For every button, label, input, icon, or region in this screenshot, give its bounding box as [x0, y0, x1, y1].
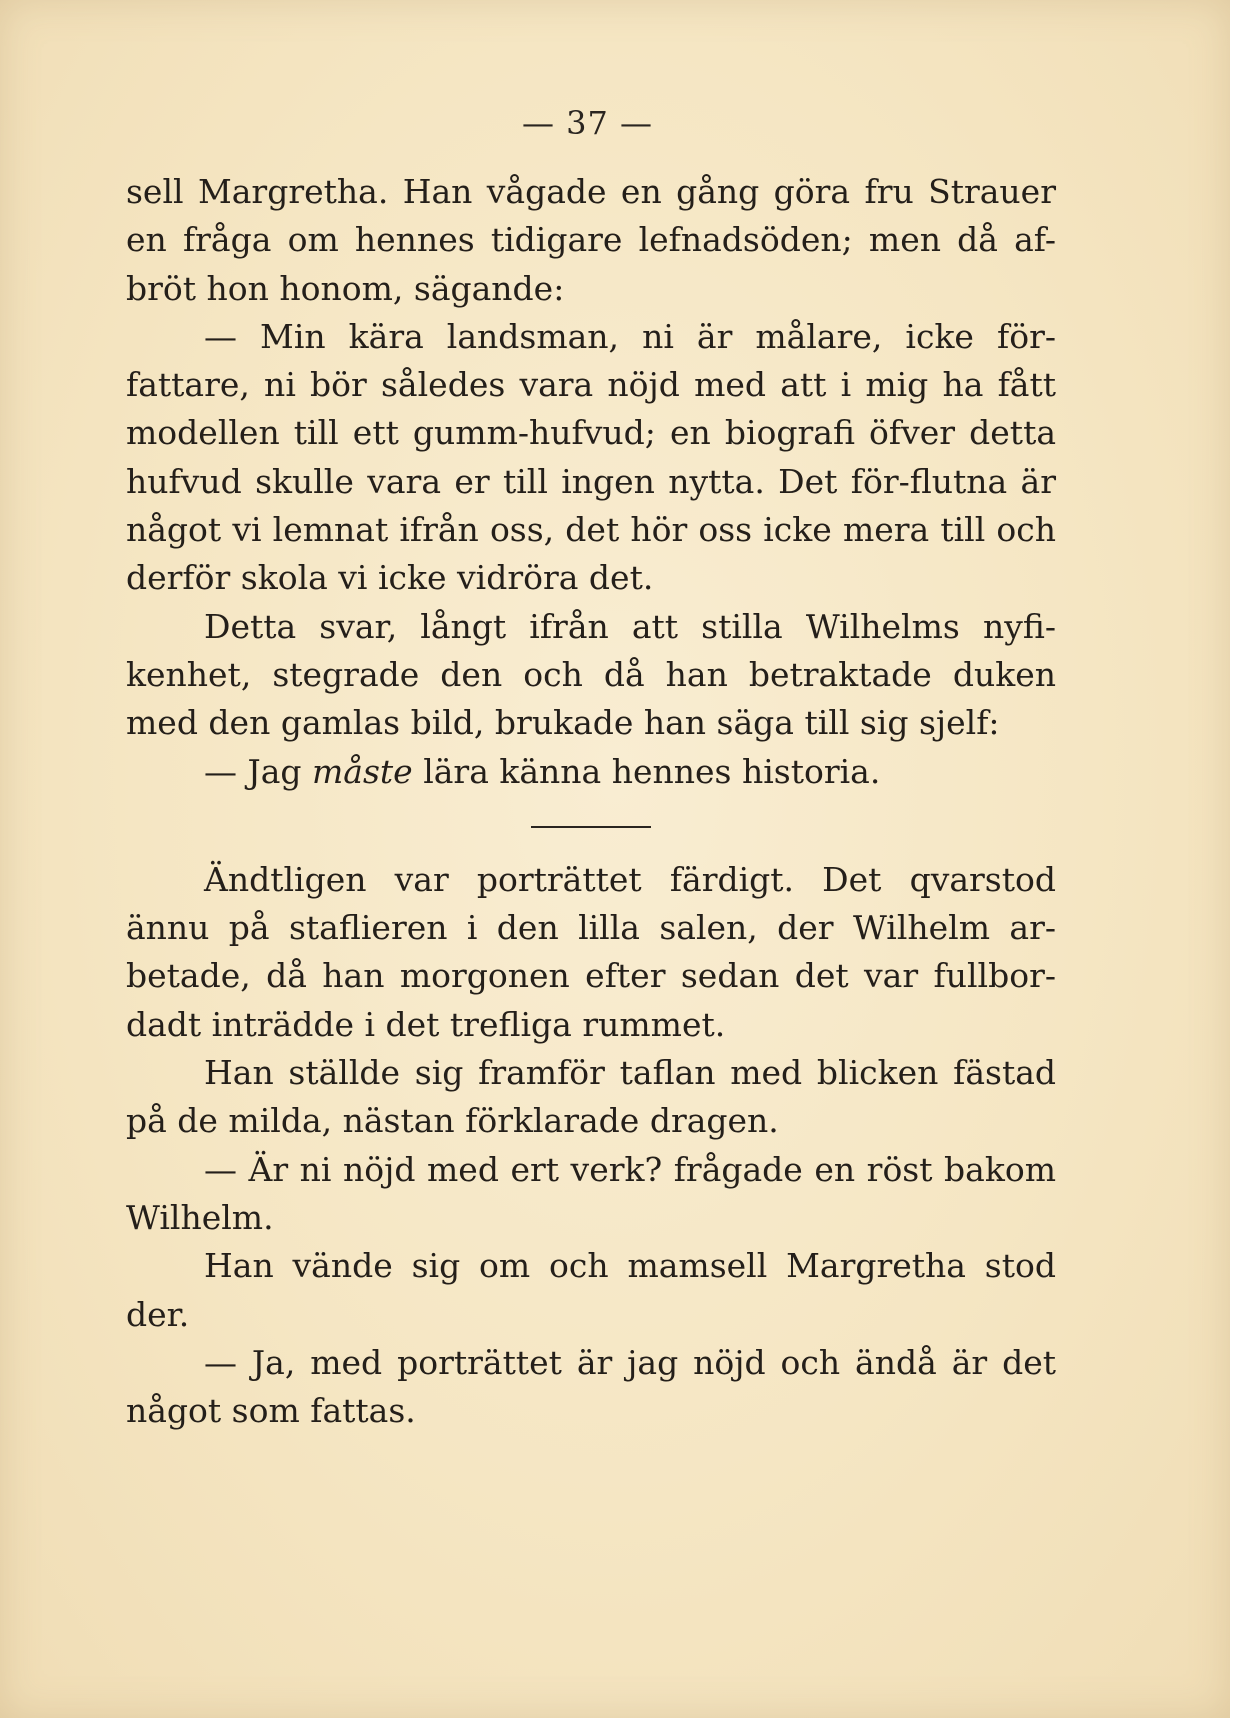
paragraph-5: Ändtligen var porträttet färdigt. Det qvarstod ännu på staflieren i den lilla salen, der Wilhelm ar-betade, då han morgonen efter sedan det var fullbor-dadt inträdde i det trefliga rummet. — [126, 859, 1056, 1044]
page-number: — 37 — — [521, 104, 654, 142]
paragraph-9: — Ja, med porträttet är jag nöjd och ändå är det något som fattas. — [126, 1342, 1056, 1431]
paragraph-6: Han ställde sig framför taflan med blicken fästad på de milda, nästan förklarade dragen. — [126, 1053, 1056, 1141]
paragraph-7: — Är ni nöjd med ert verk? frågade en röst bakom Wilhelm. — [126, 1149, 1056, 1237]
paragraph-8: Han vände sig om och mamsell Margretha stod der. — [126, 1246, 1056, 1334]
scan-edge-bottom — [0, 1718, 1243, 1731]
scan-edge-right — [1230, 0, 1243, 1718]
page-text — [126, 168, 1056, 1435]
paragraph-4-emphasis: måste — [312, 751, 413, 791]
paragraph-3: Detta svar, långt ifrån att stilla Wilhelms nyfi-kenhet, stegrade den och då han betraktade duken med den gamlas bild, brukade han säga till sig sjelf: — [126, 606, 1056, 743]
paragraph-4-before: — Jag — [204, 751, 313, 791]
section-divider — [531, 826, 651, 828]
paragraph-2: — Min kära landsman, ni är målare, icke för-fattare, ni bör således vara nöjd med att i mig ha fått modellen till ett gumm-hufvud; en biografi öfver detta hufvud skulle vara er till ingen nytta. Det för-flutna är något vi lemnat ifrån oss, det hör oss icke mera till och derför skola vi icke vidröra det. — [126, 316, 1056, 598]
paragraph-4-after: lära känna hennes historia. — [412, 751, 881, 791]
paragraph-4 — [126, 748, 1056, 796]
paragraph-1: sell Margretha. Han vågade en gång göra fru Strauer en fråga om hennes tidigare lefnadsöden; men då af-bröt hon honom, sägande: — [126, 172, 1056, 308]
